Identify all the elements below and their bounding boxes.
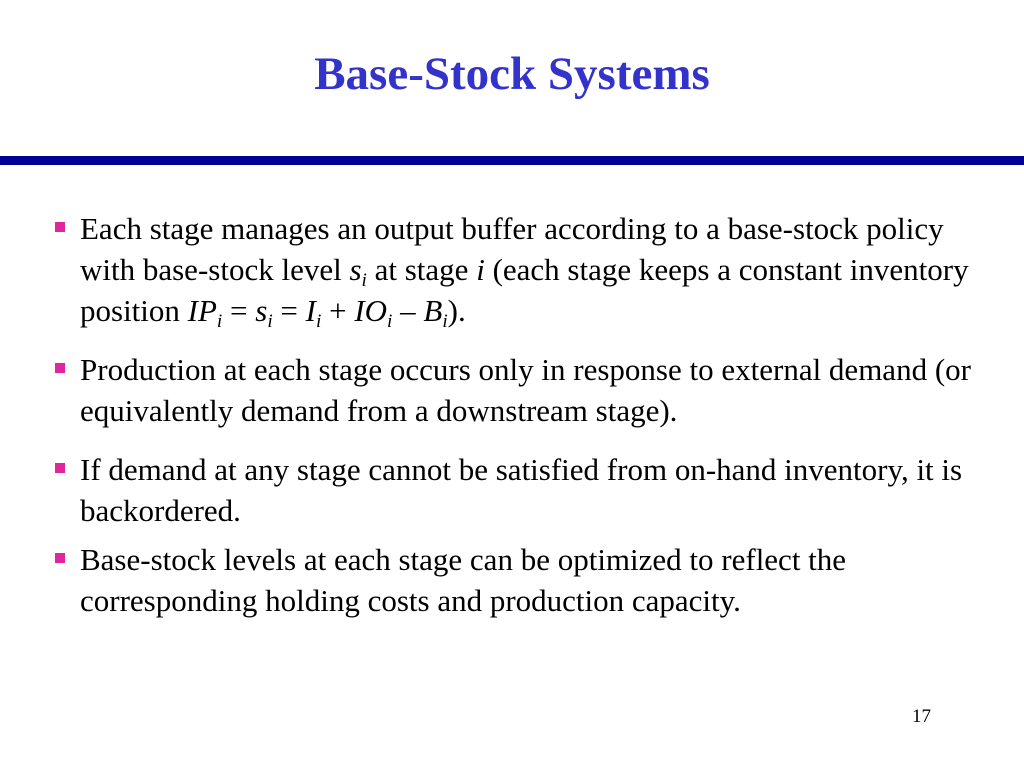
text-segment: ).: [447, 293, 466, 328]
title-divider-rule: [0, 156, 1024, 165]
bullet-item-4: [52, 539, 972, 621]
plus-sign: +: [321, 293, 355, 328]
square-bullet-icon: [55, 553, 65, 563]
equals-sign: =: [222, 293, 256, 328]
var-inventory: I: [305, 293, 316, 328]
var-i: i: [476, 252, 485, 287]
bullet-2-text: Production at each stage occurs only in response to external demand (or equivalently demand from a downstream stage).: [80, 352, 971, 428]
subscript-i: i: [216, 310, 223, 332]
subscript-i: i: [442, 310, 448, 332]
bullet-item-2: [52, 349, 972, 431]
bullet-item-1: [52, 208, 972, 331]
subscript-i: i: [267, 310, 273, 332]
slide-title: Base-Stock Systems: [314, 48, 710, 100]
text-segment: (each stage keeps a constant inventory position: [80, 252, 969, 328]
text-segment: Each stage manages an output buffer according to a base-stock policy with base-stock level: [80, 211, 944, 287]
var-ip: IP: [187, 293, 217, 328]
subscript-i: i: [315, 310, 322, 332]
square-bullet-icon: [55, 463, 65, 473]
var-s: s: [349, 252, 362, 287]
subscript-i: i: [387, 310, 393, 332]
bullet-item-3: [52, 449, 972, 531]
var-io: IO: [354, 293, 388, 328]
bullet-3-text: If demand at any stage cannot be satisfied from on-hand inventory, it is backordered.: [80, 452, 963, 528]
page-number: 17: [912, 706, 931, 727]
bullet-list: [52, 208, 972, 621]
var-s: s: [255, 293, 268, 328]
square-bullet-icon: [55, 222, 65, 232]
minus-sign: –: [392, 293, 424, 328]
text-segment: at stage: [366, 252, 477, 287]
var-b: B: [423, 293, 443, 328]
subscript-i: i: [361, 269, 367, 291]
bullet-1-text: [80, 211, 969, 332]
square-bullet-icon: [55, 363, 65, 373]
equals-sign: =: [272, 293, 306, 328]
bullet-4-text: Base-stock levels at each stage can be optimized to reflect the corresponding holding costs and production capacity.: [80, 542, 847, 618]
